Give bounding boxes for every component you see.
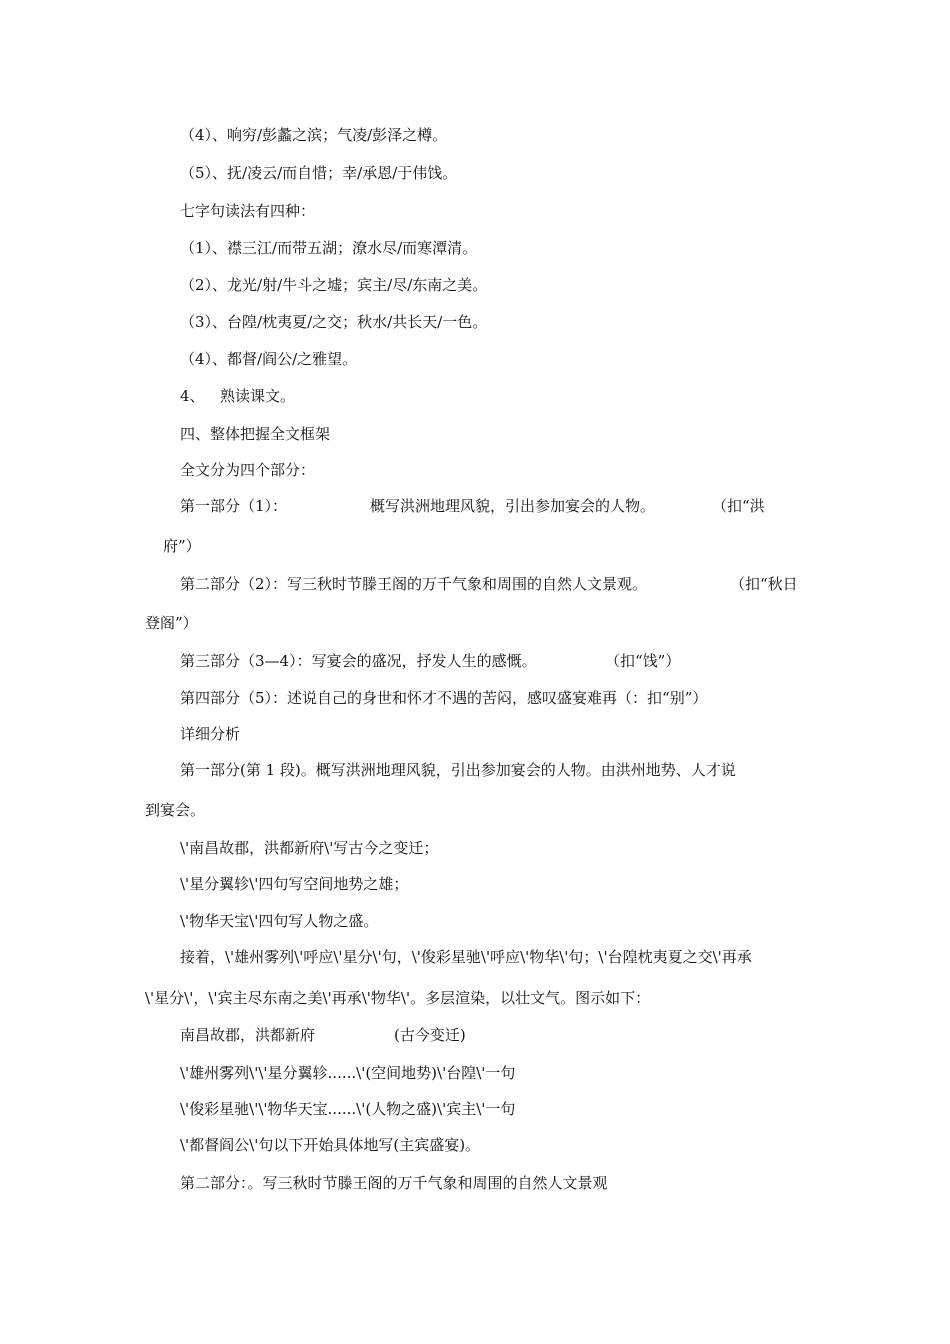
- text-line: （4）、都督/阎公/之雅望。: [180, 350, 358, 368]
- text-line: 接着，\'雄州雾列\'呼应\'星分\'句，\'俊彩星驰\'呼应\'物华\'句；\'台隍枕夷夏之交\'再承: [180, 948, 752, 966]
- text-line: \'星分翼轸\'四句写空间地势之雄；: [180, 875, 409, 893]
- part-note: （扣“洪: [712, 497, 765, 515]
- text-line: \'南昌故郡，洪都新府\'写古今之变迁；: [180, 839, 439, 857]
- text-line: （4）、响穷/彭蠡之滨；气凌/彭泽之樽。: [180, 126, 448, 144]
- part-text: 概写洪洲地理风貌，引出参加宴会的人物。: [370, 497, 656, 515]
- text-line: （2）、龙光/射/牛斗之墟；宾主/尽/东南之美。: [180, 276, 488, 294]
- diagram-text: 南昌故郡，洪都新府: [180, 1026, 316, 1044]
- section-heading: 详细分析: [180, 725, 241, 743]
- part-text: 第三部分（3—4）：写宴会的盛况，抒发人生的感慨。: [180, 652, 537, 670]
- part-label: 第一部分（1）：: [180, 497, 288, 515]
- text-line: （3）、台隍/枕夷夏/之交；秋水/共长天/一色。: [180, 313, 488, 331]
- text-line: 登阁”）: [145, 614, 198, 632]
- text-line: 第二部分：。写三秋时节滕王阁的万千气象和周围的自然人文景观: [180, 1174, 608, 1192]
- part-note: （扣“秋日: [730, 575, 798, 593]
- list-text: 熟读课文。: [220, 387, 296, 405]
- part-note: （扣“饯”）: [605, 652, 681, 670]
- text-line: 府”）: [163, 537, 201, 555]
- text-line: \'都督阎公\'句以下开始具体地写(主宾盛宴)。: [180, 1136, 481, 1154]
- list-number: 4、: [180, 387, 205, 405]
- text-line: 七字句读法有四种：: [180, 202, 316, 220]
- text-line: \'雄州雾列\'\'星分翼轸......\'(空间地势)\'台隍\'一句: [180, 1064, 516, 1082]
- text-line: （1）、襟三江/而带五湖；潦水尽/而寒潭清。: [180, 239, 478, 257]
- text-line: 第四部分（5）：述说自己的身世和怀才不遇的苦闷，感叹盛宴难再（：扣“别”）: [180, 689, 708, 707]
- text-line: \'物华天宝\'四句写人物之盛。: [180, 912, 379, 930]
- text-line: \'星分\'，\'宾主尽东南之美\'再承\'物华\'。多层渲染，以壮文气。图示如下：: [145, 989, 651, 1007]
- text-line: 到宴会。: [145, 801, 206, 819]
- text-line: \'俊彩星驰\'\'物华天宝......\'(人物之盛)\'宾主\'一句: [180, 1100, 516, 1118]
- part-text: 第二部分（2）：写三秋时节滕王阁的万千气象和周围的自然人文景观。: [180, 575, 648, 593]
- text-line: 第一部分(第 1 段)。概写洪洲地理风貌，引出参加宴会的人物。由洪州地势、人才说: [180, 761, 736, 779]
- text-line: 全文分为四个部分：: [180, 461, 316, 479]
- section-heading: 四、整体把握全文框架: [180, 425, 331, 443]
- diagram-note: (古今变迁): [394, 1026, 466, 1044]
- text-line: （5）、抚/凌云/而自惜；幸/承恩/于伟饯。: [180, 164, 458, 182]
